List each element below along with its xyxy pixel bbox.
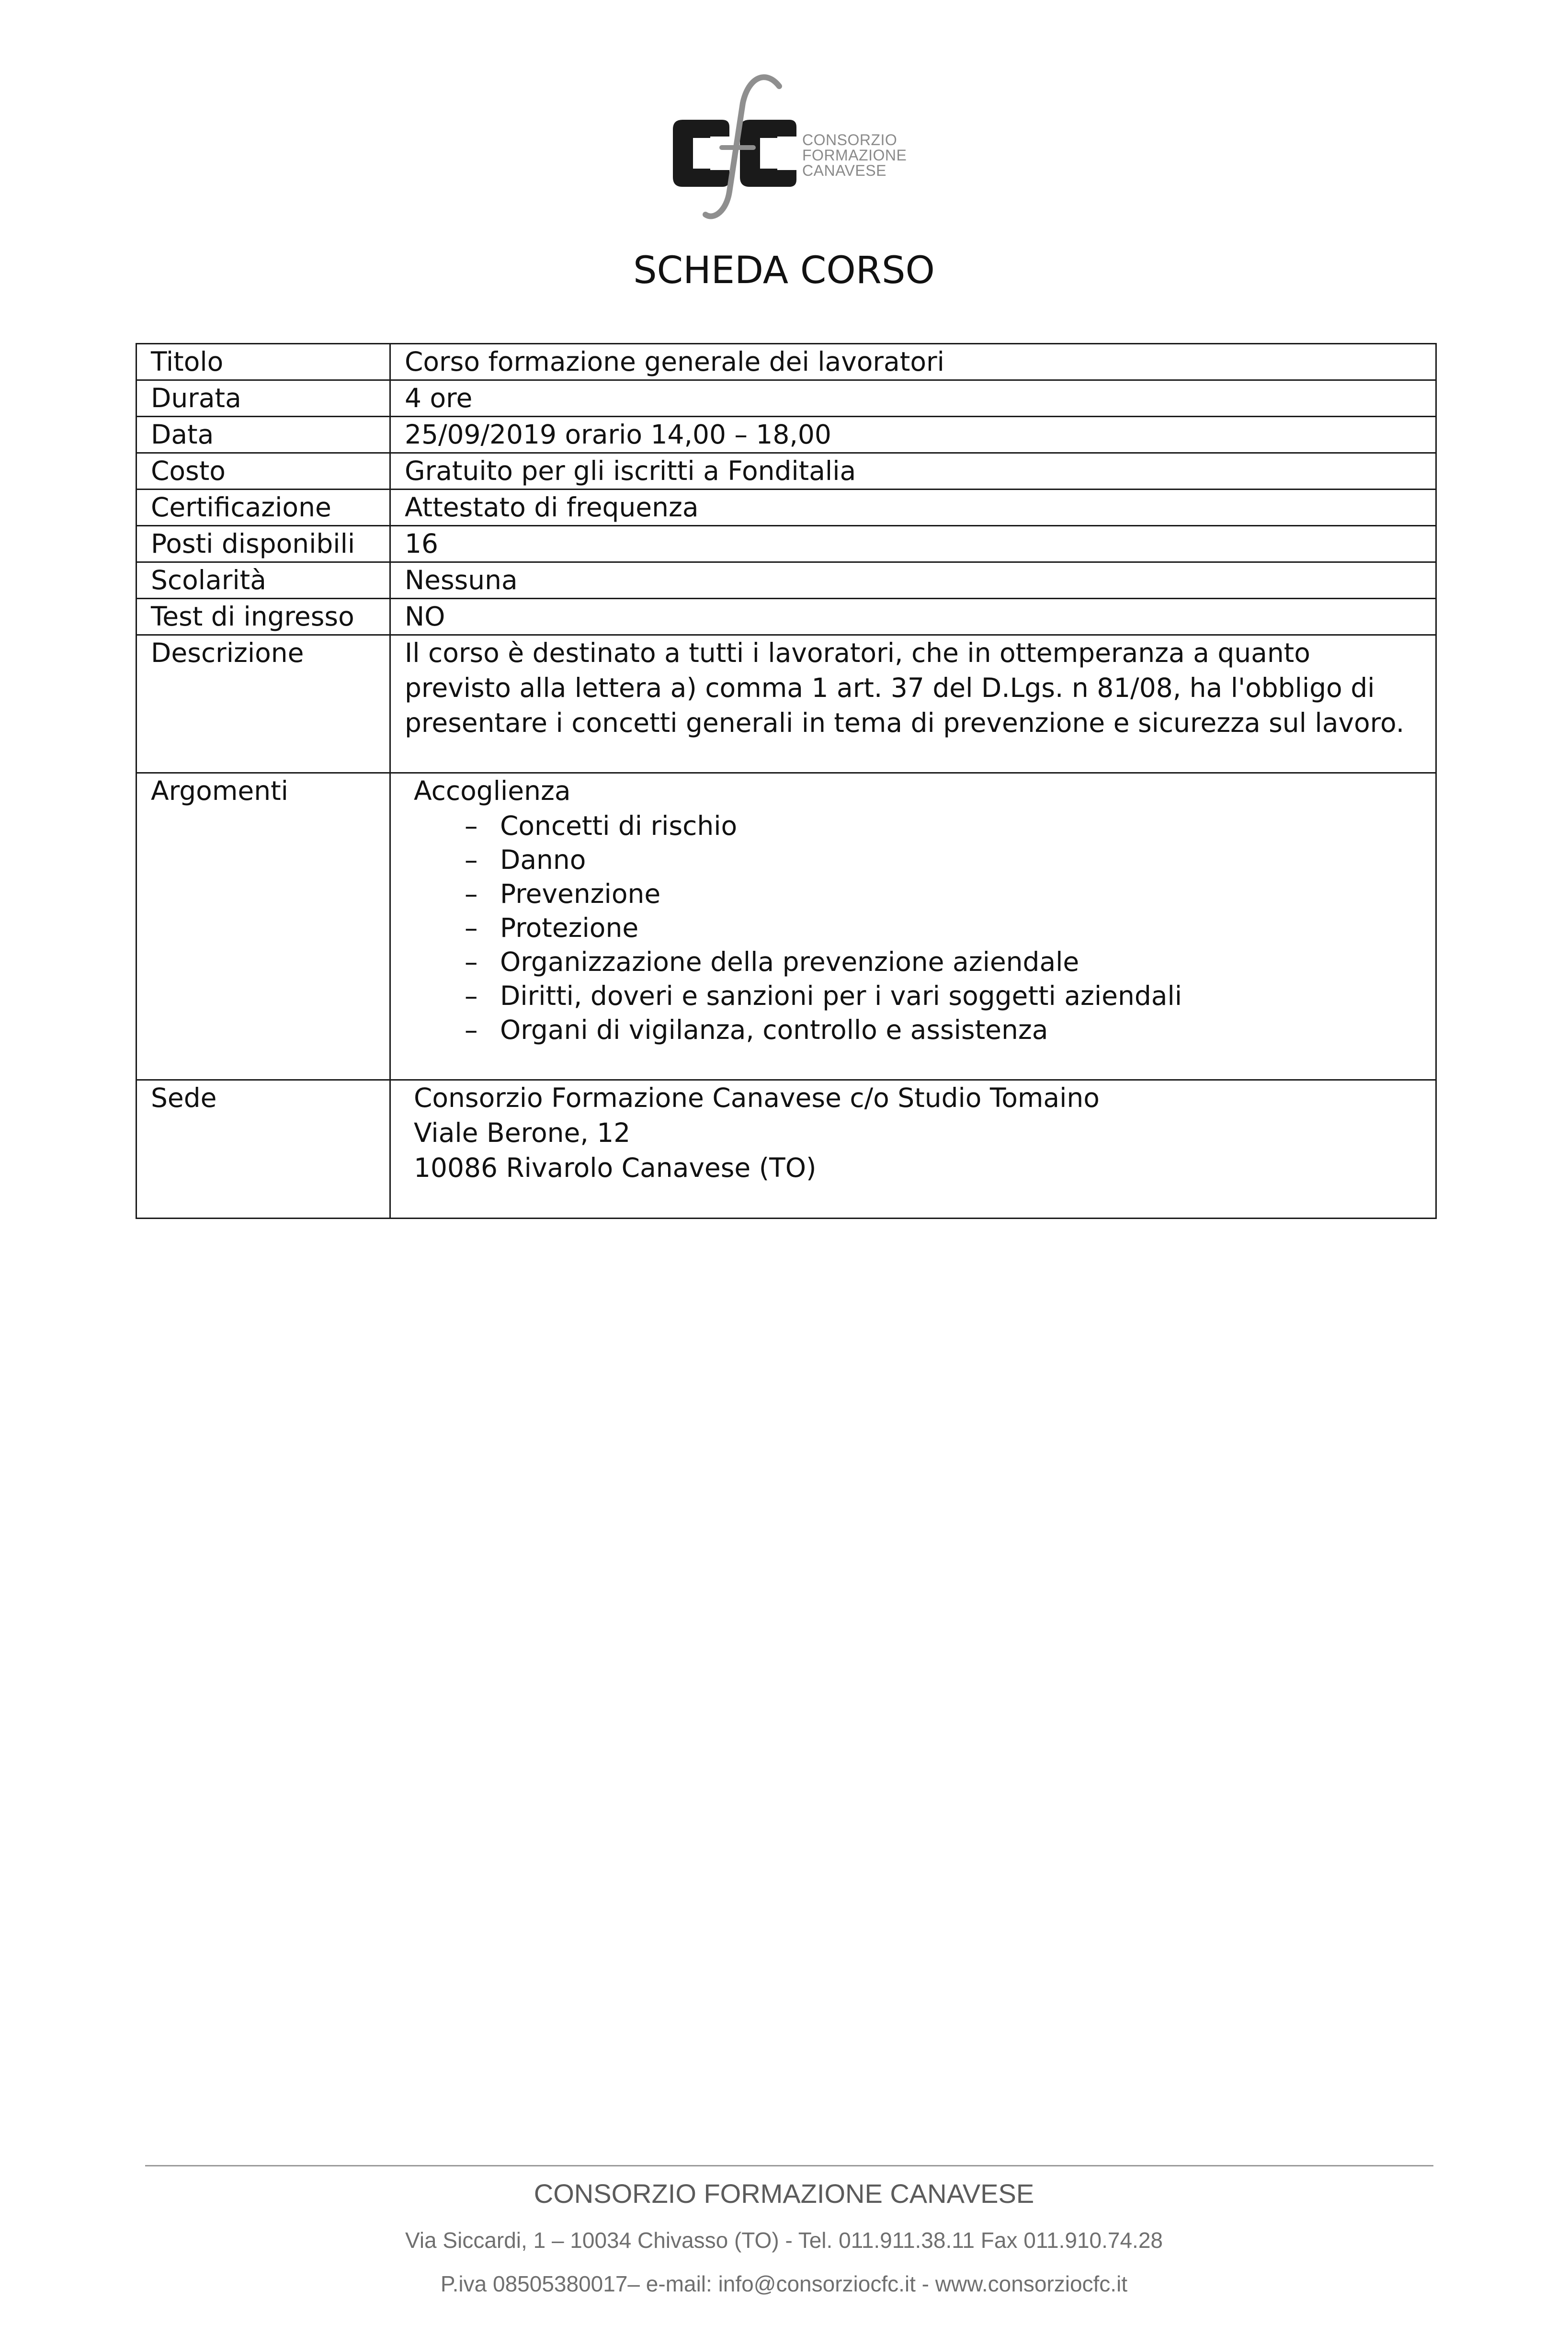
topic-text: Diritti, doveri e sanzioni per i vari soggetti aziendali [500,980,1182,1011]
descrizione-line: previsto alla lettera a) comma 1 art. 37 del D.Lgs. n 81/08, ha l'obbligo di [405,672,1375,703]
topic-text: Protezione [500,912,639,943]
logo-text [802,132,907,178]
label-test-di-ingresso: Test di ingresso [136,599,390,635]
topic-text: Organizzazione della prevenzione aziendale [500,946,1079,977]
page-title: SCHEDA CORSO [633,249,935,292]
descrizione-line: Il corso è destinato a tutti i lavoratori, che in ottemperanza a quanto [405,638,1310,668]
sede-line: 10086 Rivarolo Canavese (TO) [414,1152,817,1183]
value-argomenti [390,773,1436,1080]
label-durata: Durata [136,380,390,417]
dash-bullet: – [465,810,478,841]
footer-company-name: CONSORZIO FORMAZIONE CANAVESE [534,2178,1034,2209]
value-posti-disponibili: 16 [390,526,1436,562]
row-posti-disponibili [136,526,1436,562]
list-item [465,809,1435,843]
value-durata: 4 ore [390,380,1436,417]
topic-text: Concetti di rischio [500,810,738,841]
row-scolarita [136,562,1436,599]
logo-line-formazione: FORMAZIONE [802,147,907,164]
label-data: Data [136,417,390,453]
sede-line: Consorzio Formazione Canavese c/o Studio Tomaino [414,1083,1100,1113]
dash-bullet: – [465,844,478,875]
row-argomenti [136,773,1436,1080]
dash-bullet: – [465,912,478,943]
label-certificazione: Certificazione [136,490,390,526]
list-item [465,911,1435,945]
row-descrizione [136,635,1436,773]
value-costo: Gratuito per gli iscritti a Fonditalia [390,453,1436,490]
list-item [465,1013,1435,1047]
footer-divider [145,2165,1433,2166]
value-descrizione [390,635,1436,773]
value-data: 25/09/2019 orario 14,00 – 18,00 [390,417,1436,453]
label-costo: Costo [136,453,390,490]
topic-text: Danno [500,844,586,875]
list-item [465,945,1435,979]
label-titolo: Titolo [136,344,390,380]
list-item [465,877,1435,911]
row-durata [136,380,1436,417]
label-posti-disponibili: Posti disponibili [136,526,390,562]
value-sede [390,1080,1436,1219]
logo-line-consorzio: CONSORZIO [802,131,898,148]
label-argomenti: Argomenti [136,773,390,1080]
row-sede [136,1080,1436,1219]
list-item [465,979,1435,1013]
dash-bullet: – [465,980,478,1011]
topic-text: Organi di vigilanza, controllo e assistenza [500,1014,1048,1045]
dash-bullet: – [465,946,478,977]
topic-list [414,809,1435,1047]
dash-bullet: – [465,878,478,909]
company-logo [668,67,936,230]
row-data [136,417,1436,453]
value-scolarita: Nessuna [390,562,1436,599]
value-test-di-ingresso: NO [390,599,1436,635]
label-scolarita: Scolarità [136,562,390,599]
row-costo [136,453,1436,490]
value-titolo: Corso formazione generale dei lavoratori [390,344,1436,380]
topic-text: Prevenzione [500,878,661,909]
dash-bullet: – [465,1014,478,1045]
list-item [465,843,1435,877]
label-descrizione: Descrizione [136,635,390,773]
argomenti-heading: Accoglienza [414,775,571,806]
footer-tax-contact: P.iva 08505380017– e-mail: info@consorziocfc.it - www.consorziocfc.it [440,2271,1128,2296]
course-details-table [136,343,1437,1219]
logo-line-canavese: CANAVESE [802,162,886,179]
sede-line: Viale Berone, 12 [414,1117,631,1148]
label-sede: Sede [136,1080,390,1219]
row-test-di-ingresso [136,599,1436,635]
row-titolo [136,344,1436,380]
descrizione-line: presentare i concetti generali in tema di prevenzione e sicurezza sul lavoro. [405,707,1405,738]
row-certificazione [136,490,1436,526]
value-certificazione: Attestato di frequenza [390,490,1436,526]
footer-address: Via Siccardi, 1 – 10034 Chivasso (TO) - Tel. 011.911.38.11 Fax 011.910.74.28 [405,2228,1163,2253]
